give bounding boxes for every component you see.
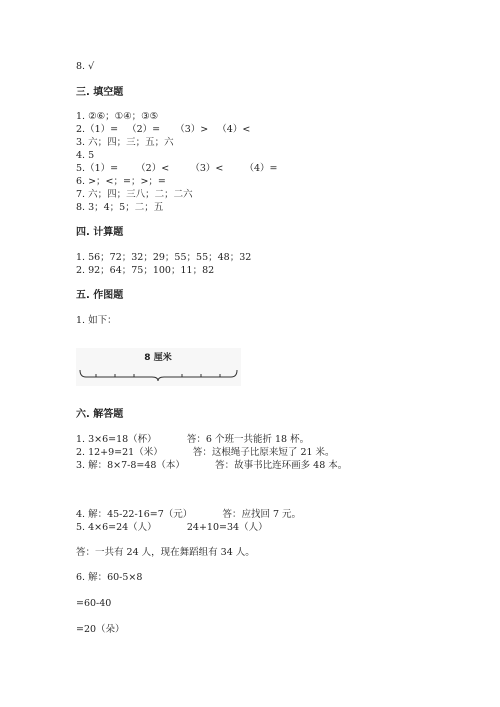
answer-line: 1. ②⑥；①④；③⑤ (76, 111, 159, 122)
answer-line: 3. 六；四；三；五；六 (76, 137, 174, 148)
answer-line: 2. 92；64；75；100；11；82 (76, 265, 215, 276)
answer-line: 4. 解：45-22-16=7（元） 答：应找回 7 元。 (76, 509, 302, 520)
answer-line: 4. 5 (76, 150, 95, 161)
answer-line: =20（朵） (76, 624, 125, 635)
answer-line: 1. 如下： (76, 315, 117, 326)
answer-line: 8. 3；4；5；二；五 (76, 202, 164, 213)
answer-line: 8. √ (76, 61, 95, 72)
answer-line: 6. 解：60-5×8 (76, 572, 143, 583)
ruler-figure (76, 348, 241, 386)
answer-line: 5. 4×6=24（人） 24+10=34（人） (76, 522, 268, 533)
answer-line: 5.（1）= （2）< （3）< （4）= (76, 163, 278, 174)
section-heading-draw: 五. 作图题 (76, 290, 124, 301)
answer-line: 1. 3×6=18（杯） 答：6 个班一共能折 18 杯。 (76, 434, 310, 445)
answer-line: 1. 56；72；32；29；55；55；48；32 (76, 252, 252, 263)
section-heading-fill: 三. 填空题 (76, 87, 124, 98)
answer-line: 2. 12+9=21（米） 答：这根绳子比原来短了 21 米。 (76, 447, 335, 458)
answer-line: =60-40 (76, 598, 112, 609)
answer-line: 2.（1）= （2）= （3）> （4）< (76, 124, 251, 135)
section-heading-calc: 四. 计算题 (76, 227, 124, 238)
answer-line: 3. 解：8×7-8=48（本） 答：故事书比连环画多 48 本。 (76, 460, 348, 471)
length-label: 8 厘米 (144, 353, 172, 363)
answer-line: 7. 六；四；三八；二；二六 (76, 189, 193, 200)
section-heading-answer: 六. 解答题 (76, 409, 124, 420)
answer-line: 6. >；<；=；>；= (76, 176, 166, 187)
answer-line: 答：一共有 24 人，现在舞蹈组有 34 人。 (76, 547, 255, 558)
